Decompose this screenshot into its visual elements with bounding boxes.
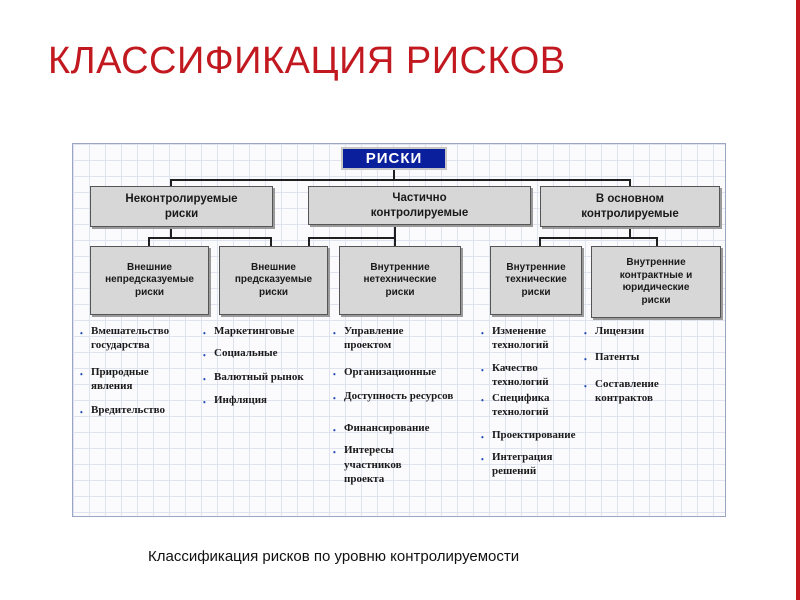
list-item: • Природные явления [80, 365, 210, 394]
list-item: • Доступность ресурсов [333, 389, 483, 403]
level2-internal-technical: Внутренние технические риски [490, 246, 582, 315]
connector-group2-bus [308, 237, 395, 239]
connector-group3-b [656, 237, 658, 246]
connector-level1-bus [170, 179, 630, 181]
list-item: • Специфика технологий [481, 391, 611, 420]
connector-group1-b [270, 237, 272, 246]
connector-group3-a [539, 237, 541, 246]
level1-uncontrollable: Неконтролируемые риски [90, 186, 273, 227]
level1-partially-controllable: Частично контролируемые [308, 186, 531, 225]
list-item: • Патенты [584, 350, 719, 364]
list-item: • Интеграция решений [481, 450, 611, 479]
list-item: • Вмешательство государства [80, 324, 210, 353]
risk-list-internal-nontechnical [333, 324, 483, 486]
connector-group3-bus [539, 237, 657, 239]
connector-group2-a [308, 237, 310, 246]
list-item: • Управление проектом [333, 324, 483, 353]
list-item: • Финансирование [333, 421, 483, 435]
list-item: • Лицензии [584, 324, 719, 338]
list-item: • Организационные [333, 365, 483, 379]
risk-list-internal-contractual [584, 324, 719, 405]
list-item: • Проектирование [481, 428, 611, 442]
root-node: РИСКИ [341, 147, 447, 170]
risk-list-external-unpredictable [80, 324, 210, 417]
level2-external-unpredictable: Внешние непредсказуемые риски [90, 246, 209, 315]
accent-bar [796, 0, 800, 600]
risk-list-external-predictable [203, 324, 335, 407]
list-item: • Вредительство [80, 403, 210, 417]
caption: Классификация рисков по уровню контролируемости [148, 548, 520, 565]
level2-internal-contractual-legal: Внутренние контрактные и юридические риски [591, 246, 721, 318]
level2-external-predictable: Внешние предсказуемые риски [219, 246, 328, 315]
level2-internal-nontechnical: Внутренние нетехнические риски [339, 246, 461, 315]
list-item: • Инфляция [203, 393, 335, 407]
list-item: • Качество технологий [481, 361, 611, 390]
list-item: • Составление контрактов [584, 377, 719, 406]
connector-group1-bus [148, 237, 271, 239]
list-item: • Валютный рынок [203, 370, 335, 384]
connector-group2-down [394, 225, 396, 246]
level1-mostly-controllable: В основном контролируемые [540, 186, 720, 227]
list-item: • Социальные [203, 346, 335, 360]
connector-group1-a [148, 237, 150, 246]
list-item: • Интересы участников проекта [333, 443, 483, 486]
list-item: • Изменение технологий [481, 324, 611, 353]
slide-title: КЛАССИФИКАЦИЯ РИСКОВ [48, 40, 566, 82]
list-item: • Маркетинговые [203, 324, 335, 338]
